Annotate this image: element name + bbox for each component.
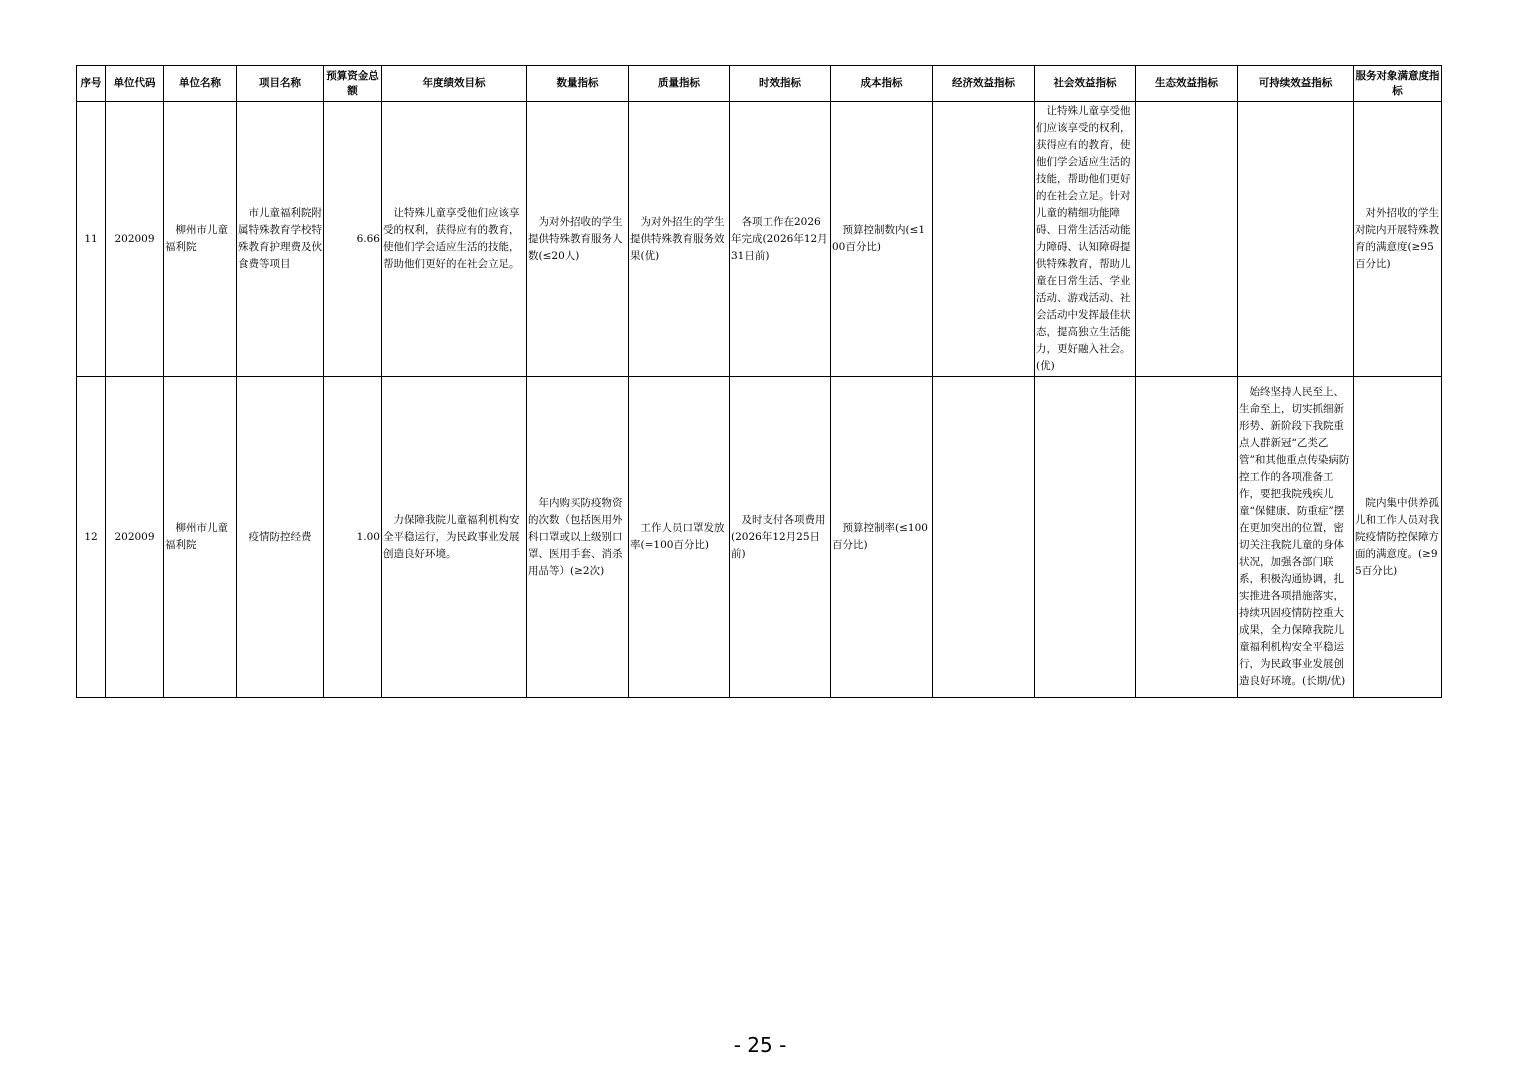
cell-satisfaction-text: 对外招收的学生对院内开展特殊教育的满意度(≥95百分比) <box>1355 207 1439 270</box>
cell-social-text: 让特殊儿童享受他们应该享受的权利，获得应有的教育，使他们学会适应生活的技能，帮助他们更好的在社会立足。针对儿童的精细功能障碍、日常生活活动能力障碍、认知障碍提供特殊教育，帮助儿童在日常生活、学业活动、游戏活动、社会活动中发挥最佳状态，提高独立生活能力，更好融入社会。(优) <box>1036 105 1131 372</box>
header-cost: 成本指标 <box>831 66 933 102</box>
header-satisfaction: 服务对象满意度指标 <box>1354 66 1442 102</box>
cell-project-name-text: 疫情防控经费 <box>248 530 312 543</box>
header-annual-goal: 年度绩效目标 <box>382 66 527 102</box>
cell-social <box>1035 377 1136 698</box>
header-unit-name: 单位名称 <box>164 66 237 102</box>
header-quality: 质量指标 <box>629 66 730 102</box>
cell-timeliness-text: 各项工作在2026年完成(2026年12月31日前) <box>731 215 828 262</box>
cell-satisfaction-text: 院内集中供养孤儿和工作人员对我院疫情防控保障方面的满意度。(≥95百分比) <box>1355 496 1439 577</box>
cell-no: 11 <box>77 102 106 377</box>
cell-quantity <box>527 102 629 377</box>
cell-satisfaction <box>1354 377 1442 698</box>
cell-sustainable-text: 始终坚持人民至上、生命至上，切实抓细新形势、新阶段下我院重点人群新冠“乙类乙管”和其他重点传染病防控工作的各项准备工作，要把我院残疾儿童“保健康、防重症”摆在更加突出的位置，密切关注我院儿童的身体状况，加强各部门联系，积极沟通协调，扎实推进各项措施落实，持续巩固疫情防控重大成果，全力保障我院儿童福利机构安全平稳运行，为民政事业发展创造良好环境。(长期/优) <box>1239 386 1350 687</box>
cell-project-name <box>237 102 324 377</box>
cell-cost-text: 预算控制率(≤100百分比) <box>832 522 928 551</box>
cell-ecological <box>1136 102 1238 377</box>
cell-cost <box>831 377 933 698</box>
cell-quantity-text: 为对外招收的学生提供特殊教育服务人数(≤20人) <box>528 215 623 262</box>
cell-no: 12 <box>77 377 106 698</box>
cell-cost-text: 预算控制数内(≤100百分比) <box>832 224 926 253</box>
header-social: 社会效益指标 <box>1035 66 1136 102</box>
cell-unit-code: 202009 <box>106 102 164 377</box>
cell-quality-text: 工作人员口罩发放率(=100百分比) <box>630 522 725 551</box>
cell-economic <box>933 377 1035 698</box>
header-budget-total: 预算资金总额 <box>324 66 382 102</box>
cell-annual-goal <box>382 102 527 377</box>
cell-timeliness <box>730 102 831 377</box>
cell-timeliness <box>730 377 831 698</box>
cell-quality-text: 为对外招生的学生提供特殊教育服务效果(优) <box>630 215 725 262</box>
cell-satisfaction <box>1354 102 1442 377</box>
cell-project-name-text: 市儿童福利院附属特殊教育学校特殊教育护理费及伙食费等项目 <box>238 207 322 270</box>
cell-unit-name-text: 柳州市儿童福利院 <box>165 224 228 253</box>
header-sustainable: 可持续效益指标 <box>1238 66 1354 102</box>
header-unit-code: 单位代码 <box>106 66 164 102</box>
cell-sustainable <box>1238 377 1354 698</box>
cell-sustainable <box>1238 102 1354 377</box>
header-ecological: 生态效益指标 <box>1136 66 1238 102</box>
header-project-name: 项目名称 <box>237 66 324 102</box>
cell-quality <box>629 102 730 377</box>
cell-project-name <box>237 377 324 698</box>
cell-unit-code: 202009 <box>106 377 164 698</box>
header-timeliness: 时效指标 <box>730 66 831 102</box>
table-row <box>77 377 1442 698</box>
cell-quality <box>629 377 730 698</box>
cell-unit-name <box>164 377 237 698</box>
cell-budget-total: 6.66 <box>324 102 382 377</box>
cell-cost <box>831 102 933 377</box>
performance-table <box>76 65 1442 698</box>
cell-timeliness-text: 及时支付各项费用(2026年12月25日前) <box>731 513 826 560</box>
cell-economic <box>933 102 1035 377</box>
page-number: - 25 - <box>733 1033 787 1057</box>
cell-annual-goal-text: 让特殊儿童享受他们应该享受的权利，获得应有的教育，使他们学会适应生活的技能，帮助他们更好的在社会立足。 <box>383 207 520 270</box>
table-row <box>77 102 1442 377</box>
header-quantity: 数量指标 <box>527 66 629 102</box>
cell-budget-total: 1.00 <box>324 377 382 698</box>
cell-unit-name-text: 柳州市儿童福利院 <box>165 522 228 551</box>
header-no: 序号 <box>77 66 106 102</box>
cell-annual-goal-text: 力保障我院儿童福利机构安全平稳运行，为民政事业发展创造良好环境。 <box>383 513 520 560</box>
cell-quantity-text: 年内购买防疫物资的次数（包括医用外科口罩或以上级别口罩、医用手套、消杀用品等）(≥2次) <box>528 496 623 577</box>
cell-annual-goal <box>382 377 527 698</box>
cell-unit-name <box>164 102 237 377</box>
cell-social <box>1035 102 1136 377</box>
table-header-row <box>77 66 1442 102</box>
header-economic: 经济效益指标 <box>933 66 1035 102</box>
cell-quantity <box>527 377 629 698</box>
cell-ecological <box>1136 377 1238 698</box>
